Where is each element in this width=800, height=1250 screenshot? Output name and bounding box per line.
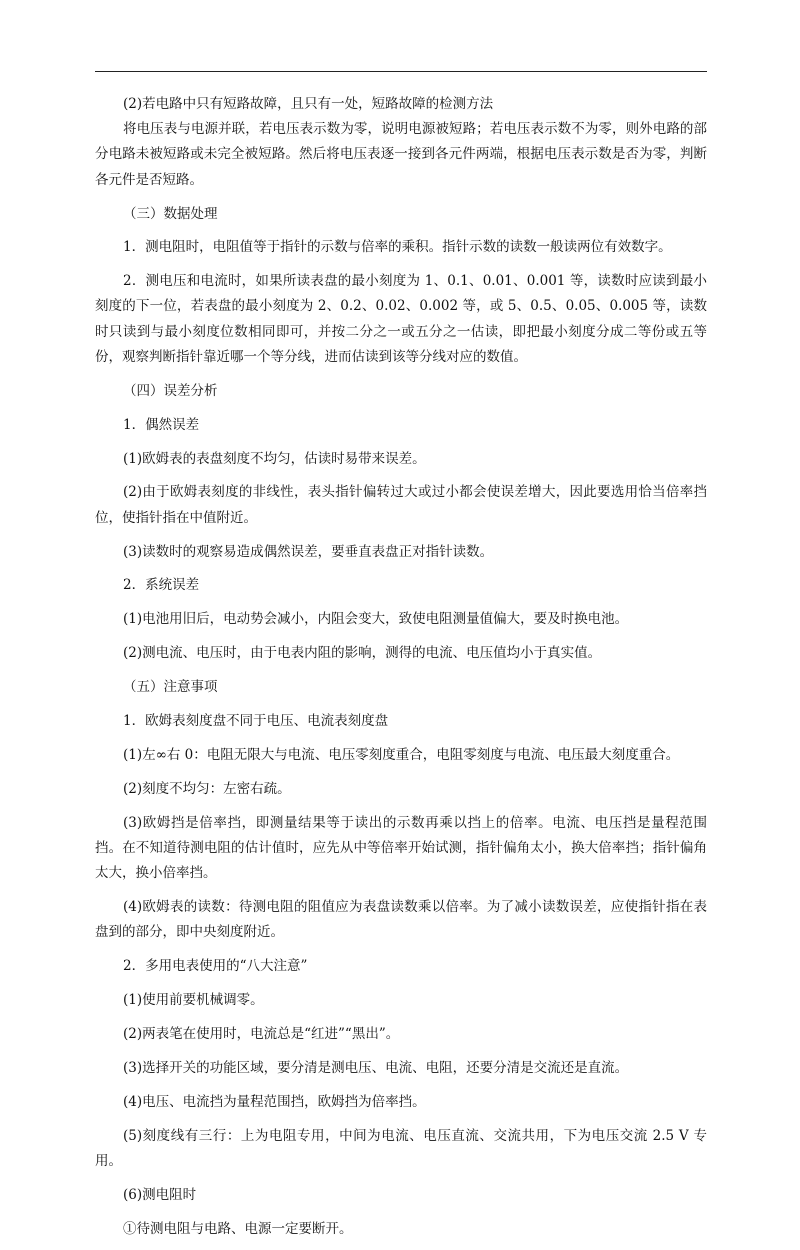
- dial-item-1: (1)左∞右 0：电阻无限大与电流、电压零刻度重合，电阻零刻度与电流、电压最大刻度重合。: [123, 746, 680, 763]
- subheading-systematic-error: 2．系统误差: [123, 577, 200, 594]
- note-item-4: (4)电压、电流挡为量程范围挡，欧姆挡为倍率挡。: [123, 1093, 426, 1110]
- dial-item-2: (2)刻度不均匀：左密右疏。: [123, 780, 291, 797]
- subheading-random-error: 1．偶然误差: [123, 416, 200, 433]
- note-item-5: (5)刻度线有三行：上为电阻专用，中间为电流、电压直流、交流共用，下为电压交流 2.5 V 专用。: [95, 1127, 707, 1169]
- random-error-item-1: (1)欧姆表的表盘刻度不均匀，估读时易带来误差。: [123, 450, 426, 467]
- note-item-3: (3)选择开关的功能区域，要分清是测电压、电流、电阻，还要分清是交流还是直流。: [123, 1059, 629, 1076]
- section-heading-data-processing: （三）数据处理: [123, 205, 218, 222]
- systematic-error-item-2: (2)测电流、电压时，由于电表内阻的影响，测得的电流、电压值均小于真实值。: [123, 645, 602, 662]
- data-processing-item-2: 2．测电压和电流时，如果所读表盘的最小刻度为 1、0.1、0.01、0.001 等，读数时应读到最小刻度的下一位，若表盘的最小刻度为 2、0.2、0.02、0.002 等，或 5、0.5、0.05、0.005 等，读数时只读到与最小刻度位数相同即可，并按二分之一或五分之一估读，即把最小刻度分成二等份或五等份，观察判断指针靠近哪一个等分线，进而估读到该等分线对应的数值。: [95, 273, 707, 365]
- section-heading-error-analysis: （四）误差分析: [123, 382, 218, 399]
- random-error-item-2: (2)由于欧姆表刻度的非线性，表头指针偏转过大或过小都会使误差增大，因此要选用恰当倍率挡位，使指针指在中值附近。: [95, 484, 707, 526]
- subheading-ohmmeter-dial: 1．欧姆表刻度盘不同于电压、电流表刻度盘: [123, 713, 389, 729]
- dial-item-3: (3)欧姆挡是倍率挡，即测量结果等于读出的示数再乘以挡上的倍率。电流、电压挡是量程范围挡。在不知道待测电阻的估计值时，应先从中等倍率开始试测，指针偏角太小，换大倍率挡；指针偏角太大，换小倍率挡。: [95, 814, 707, 882]
- dial-item-4: (4)欧姆表的读数：待测电阻的阻值应为表盘读数乘以倍率。为了减小读数误差，应使指针指在表盘到的部分，即中央刻度附近。: [95, 898, 707, 941]
- short-circuit-heading: (2)若电路中只有短路故障，且只有一处，短路故障的检测方法: [123, 96, 494, 112]
- data-processing-item-1: 1．测电阻时，电阻值等于指针的示数与倍率的乘积。指针示数的读数一般读两位有效数字。: [123, 239, 672, 256]
- systematic-error-item-1: (1)电池用旧后，电动势会减小，内阻会变大，致使电阻测量值偏大，要及时换电池。: [123, 611, 629, 628]
- header-rule: [95, 71, 707, 72]
- subheading-eight-notes: 2．多用电表使用的“八大注意”: [123, 958, 308, 975]
- note-item-2: (2)两表笔在使用时，电流总是“红进”“黑出”。: [123, 1025, 400, 1042]
- section-heading-precautions: （五）注意事项: [123, 679, 218, 696]
- note-item-1: (1)使用前要机械调零。: [123, 991, 264, 1008]
- note-item-6-sub-1: ①待测电阻与电路、电源一定要断开。: [123, 1220, 353, 1237]
- random-error-item-3: (3)读数时的观察易造成偶然误差，要垂直表盘正对指针读数。: [123, 543, 494, 560]
- short-circuit-method: 将电压表与电源并联，若电压表示数为零，说明电源被短路；若电压表示数不为零，则外电路的部分电路未被短路或未完全被短路。然后将电压表逐一接到各元件两端，根据电压表示数是否为零，判断各元件是否短路。: [95, 121, 707, 188]
- body-text: [95, 92, 707, 1250]
- note-item-6: (6)测电阻时: [123, 1186, 197, 1203]
